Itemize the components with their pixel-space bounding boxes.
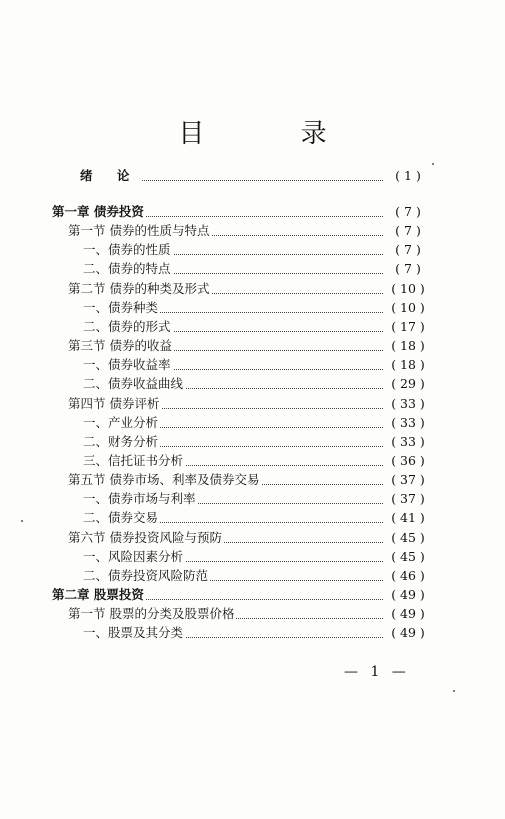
toc-entry-page: ( 33 ) bbox=[384, 432, 432, 452]
toc-entry-page: ( 10 ) bbox=[384, 279, 432, 299]
scan-speck bbox=[432, 163, 434, 165]
toc-entry-label: 第二章 股票投资 bbox=[52, 585, 146, 605]
toc-entry-page: ( 49 ) bbox=[384, 604, 432, 624]
toc-entry-page: ( 45 ) bbox=[384, 547, 432, 567]
toc-entry-label: 第二节 债券的种类及形式 bbox=[68, 279, 211, 299]
toc-entry-label: 第一节 股票的分类及股票价格 bbox=[68, 604, 236, 624]
toc-entry bbox=[0, 623, 505, 643]
toc-entry-page: ( 7 ) bbox=[384, 202, 432, 222]
toc-entry-label: 一、风险因素分析 bbox=[83, 547, 185, 567]
toc-entry-label: 一、债券市场与利率 bbox=[83, 489, 198, 509]
toc-entry-label: 第一节 债券的性质与特点 bbox=[68, 221, 211, 241]
toc-entry-label: 第三节 债券的收益 bbox=[68, 336, 174, 356]
toc-entry-page: ( 37 ) bbox=[384, 489, 432, 509]
toc-entry-page: ( 33 ) bbox=[384, 394, 432, 414]
toc-entry-label: 一、债券收益率 bbox=[83, 355, 173, 375]
toc-entry-label: 二、债券收益曲线 bbox=[83, 374, 185, 394]
toc-entry-page: ( 49 ) bbox=[384, 623, 432, 643]
toc-entry-label: 第四节 债券评析 bbox=[68, 394, 161, 414]
toc-entry-page: ( 1 ) bbox=[384, 166, 432, 186]
toc-entry-page: ( 33 ) bbox=[384, 413, 432, 433]
page-title: 目 录 bbox=[178, 119, 371, 149]
toc-entry-page: ( 7 ) bbox=[384, 221, 432, 241]
toc-entry-page: ( 7 ) bbox=[384, 259, 432, 279]
toc-entry-page: ( 41 ) bbox=[384, 508, 432, 528]
toc-entry-label: 一、债券种类 bbox=[83, 298, 160, 318]
toc-entry-page: ( 36 ) bbox=[384, 451, 432, 471]
toc-entry-label: 第一章 债券投资 bbox=[52, 202, 146, 222]
toc-entry-page: ( 29 ) bbox=[384, 374, 432, 394]
toc-entry-label: 二、债券的形式 bbox=[83, 317, 173, 337]
toc-entry-page: ( 49 ) bbox=[384, 585, 432, 605]
toc-entry-label: 第六节 债券投资风险与预防 bbox=[68, 528, 224, 548]
toc-entry-label: 一、股票及其分类 bbox=[83, 623, 185, 643]
toc-entry-label: 二、债券交易 bbox=[83, 508, 160, 528]
toc-entry-label: 三、信托证书分析 bbox=[83, 451, 185, 471]
toc-entry bbox=[0, 166, 505, 186]
toc-entry-page: ( 45 ) bbox=[384, 528, 432, 548]
toc-entry-label: 二、债券的特点 bbox=[83, 259, 173, 279]
toc-entry-page: ( 18 ) bbox=[384, 336, 432, 356]
toc-entry-label: 二、财务分析 bbox=[83, 432, 160, 452]
toc-entry-page: ( 46 ) bbox=[384, 566, 432, 586]
toc-entry-label: 绪 论 bbox=[80, 166, 141, 186]
toc-entry-label: 一、债券的性质 bbox=[83, 240, 173, 260]
toc-entry-page: ( 17 ) bbox=[384, 317, 432, 337]
toc-entry-label: 二、债券投资风险防范 bbox=[83, 566, 210, 586]
toc-entry-page: ( 37 ) bbox=[384, 470, 432, 490]
scan-speck bbox=[453, 690, 455, 692]
toc-entry-label: 一、产业分析 bbox=[83, 413, 160, 433]
toc-entry-page: ( 10 ) bbox=[384, 298, 432, 318]
toc-entry-page: ( 7 ) bbox=[384, 240, 432, 260]
toc-entry-page: ( 18 ) bbox=[384, 355, 432, 375]
toc-entry-label: 第五节 债券市场、利率及债券交易 bbox=[68, 470, 261, 490]
scan-speck bbox=[21, 520, 23, 522]
page-number-footer: — 1 — bbox=[344, 664, 410, 680]
